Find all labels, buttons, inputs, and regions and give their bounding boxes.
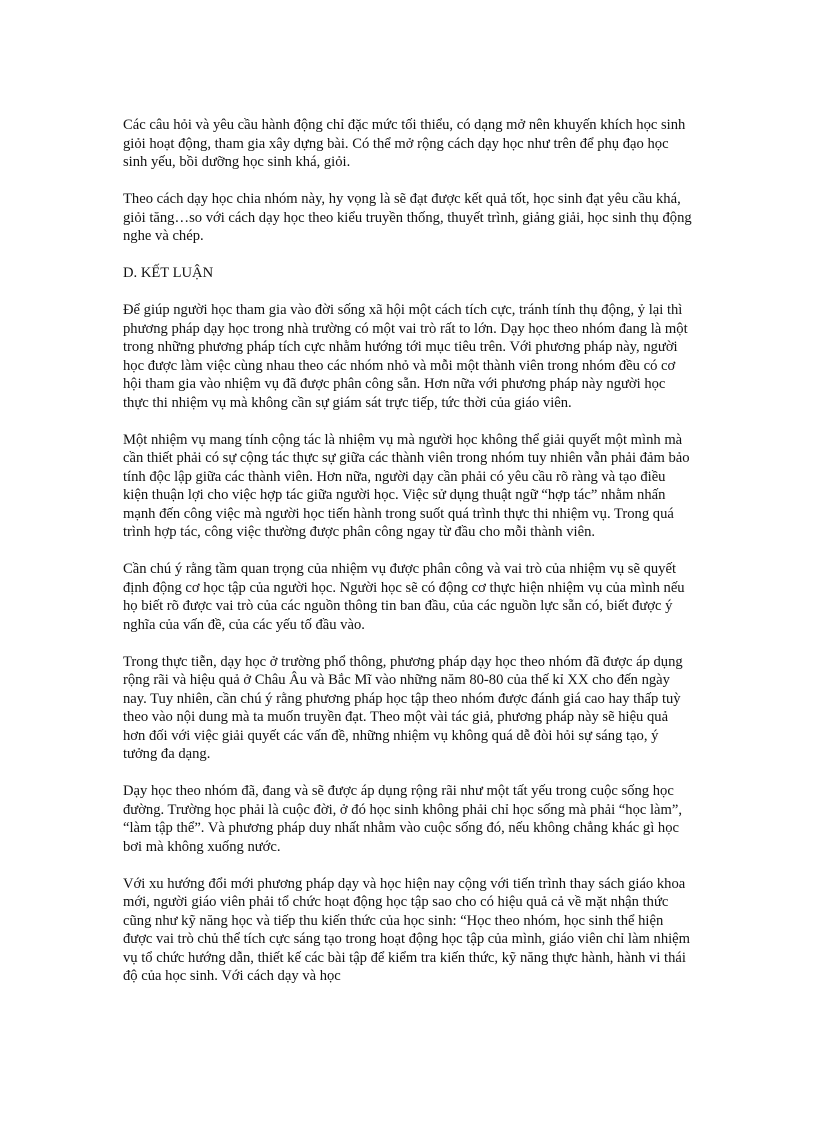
paragraph-5: Cần chú ý rằng tầm quan trọng của nhiệm vụ được phân công và vai trò của nhiệm vụ sẽ quyết định động cơ học tập của người học. Người học sẽ có động cơ thực hiện nhiệm vụ của mình nếu họ biết rõ được vai trò của các nguồn thông tin ban đầu, của các nguồn lực sẵn có, biết được ý nghĩa của vấn đề, của các yếu tố đầu vào. (123, 561, 685, 633)
paragraph-3: Để giúp người học tham gia vào đời sống xã hội một cách tích cực, tránh tính thụ động, ỷ lại thì phương pháp dạy học trong nhà trường có một vai trò rất to lớn. Dạy học theo nhóm đang là một trong những phương pháp tích cực nhằm hướng tới mục tiêu trên. Với phương pháp này, người học được làm việc cùng nhau theo các nhóm nhỏ và mỗi một thành viên trong nhóm đều có cơ hội tham gia vào nhiệm vụ đã được phân công sẵn. Hơn nữa với phương pháp này người học thực thi nhiệm vụ mà không cần sự giám sát trực tiếp, tức thời của giáo viên. (123, 302, 688, 411)
paragraph-1: Các câu hỏi và yêu cầu hành động chỉ đặc mức tối thiểu, có dạng mở nên khuyến khích học sinh giỏi hoạt động, tham gia xây dựng bài. Có thể mở rộng cách dạy học như trên để phụ đạo học sinh yếu, bồi dưỡng học sinh khá, giỏi. (123, 117, 686, 170)
paragraph-2: Theo cách dạy học chia nhóm này, hy vọng là sẽ đạt được kết quả tốt, học sinh đạt yêu cầu khá, giỏi tăng…so với cách dạy học theo kiểu truyền thống, thuyết trình, giảng giải, học sinh thụ động nghe và chép. (123, 191, 692, 244)
paragraph-7: Dạy học theo nhóm đã, đang và sẽ được áp dụng rộng rãi như một tất yếu trong cuộc sống học đường. Trường học phải là cuộc đời, ở đó học sinh không phải chỉ học sống mà phải “học làm”, “làm tập thể”. Và phương pháp duy nhất nhằm vào cuộc sống đó, nếu không chẳng khác gì học bơi mà không xuống nước. (123, 783, 683, 855)
paragraph-8: Với xu hướng đổi mới phương pháp dạy và học hiện nay cộng với tiến trình thay sách giáo khoa mới, người giáo viên phải tổ chức hoạt động học tập sao cho có hiệu quả cả về mặt nhận thức cũng như kỹ năng học và tiếp thu kiến thức của học sinh: “Học theo nhóm, học sinh thể hiện được vai trò chủ thể tích cực sáng tạo trong hoạt động học tập của mình, giáo viên chỉ làm nhiệm vụ tổ chức hướng dẫn, thiết kế các bài tập để kiểm tra kiến thức, kỹ năng thực hành, hành vi thái độ của học sinh. Với cách dạy và học (123, 875, 690, 984)
paragraph-4: Một nhiệm vụ mang tính cộng tác là nhiệm vụ mà người học không thể giải quyết một mình mà cần thiết phải có sự cộng tác thực sự giữa các thành viên trong nhóm tuy nhiên vẫn phải đảm bảo tính độc lập giữa các thành viên. Hơn nữa, người dạy cần phải có yêu cầu rõ ràng và tạo điều kiện thuận lợi cho việc hợp tác giữa người học. Việc sử dụng thuật ngữ “hợp tác” nhằm nhấn mạnh đến công việc mà người học tiến hành trong suốt quá trình thực thi nhiệm vụ. Trong quá trình hợp tác, công việc thường được phân công ngay từ đầu cho mỗi thành viên. (123, 431, 690, 540)
document-page (123, 116, 693, 1004)
paragraph-6: Trong thực tiễn, dạy học ở trường phổ thông, phương pháp dạy học theo nhóm đã được áp dụng rộng rãi và hiệu quả ở Châu Âu và Bắc Mĩ vào những năm 80-80 của thế kỉ XX cho đến ngày nay. Tuy nhiên, cần chú ý rằng phương pháp học tập theo nhóm được đánh giá cao hay thấp tuỳ theo vào nội dung mà ta muốn truyền đạt. Theo một vài tác giả, phương pháp này sẽ hiệu quả hơn đối với việc giải quyết các vấn đề, những nhiệm vụ không quá dễ đòi hỏi sự sáng tạo, ý tưởng đa dạng. (123, 653, 683, 762)
section-heading: D. KẾT LUẬN (123, 265, 214, 281)
